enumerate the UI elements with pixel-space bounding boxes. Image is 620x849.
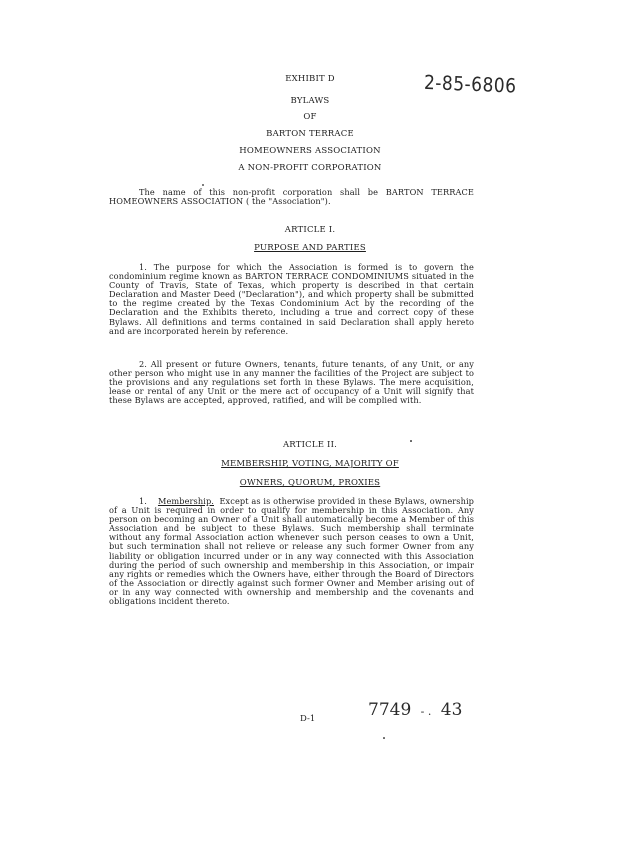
membership-title: Membership. <box>157 496 214 506</box>
page-number-label: D-1 <box>300 714 316 724</box>
exhibit-label: EXHIBIT D <box>285 74 335 84</box>
association-name-line1: BARTON TERRACE <box>266 129 354 139</box>
article-1-paragraph-2 <box>109 360 474 405</box>
corporation-type: A NON-PROFIT CORPORATION <box>238 163 382 173</box>
article-2-subheading-2: OWNERS, QUORUM, PROXIES <box>239 478 381 488</box>
of-label: OF <box>303 112 317 122</box>
bylaws-title: BYLAWS <box>290 96 330 106</box>
membership-body: Except as is otherwise provided in these Bylaws, ownership of a Unit is required in order to qualify for membership in this Association. Any person on becoming an Owner of a Unit shall automatically become a Member of this Association and be subject to these Bylaws. Such membership shall terminate without any formal Association action whenever such person ceases to own a Unit, but such termination shall not relieve or release any such former Owner from any liability or obligation incurred under or in any way connected with this Association during the period of such ownership and membership in this Association, or impair any rights or remedies which the Owners have, either through the Board of Directors of the Association or directly against such former Owner and Member arising out of or in any way connected with ownership and membership and the covenants and obligations incident thereto. <box>109 496 475 607</box>
stamp-separator: - . <box>420 705 432 718</box>
intro-text: The name of this non-profit corporation shall be BARTON TERRACE HOMEOWNERS ASSOCIATION ( the "Association"). <box>109 187 474 207</box>
membership-number: 1. <box>139 496 148 506</box>
scan-speck <box>202 184 204 186</box>
article-2-subheading-1: MEMBERSHIP, VOTING, MAJORITY OF <box>221 459 399 469</box>
page-stamp: 43 <box>440 700 463 720</box>
article-2-heading: ARTICLE II. <box>282 440 338 450</box>
intro-paragraph <box>109 188 474 206</box>
article-1-paragraph-2-text: 2. All present or future Owners, tenants, future tenants, of any Unit, or any other person who might use in any manner the facilities of the Project are subject to the provisions and any regulations set forth in these Bylaws. The mere acquisition, lease or rental of any Unit or the mere act of occupancy of a Unit will signify that these Bylaws are accepted, approved, ratified, and will be complied with. <box>109 359 474 406</box>
article-1-paragraph-1-text: 1. The purpose for which the Association is formed is to govern the condominium regime known as BARTON TERRACE CONDOMINIUMS situated in the County of Travis, State of Texas, which property is described in that certain Declaration and Master Deed ("Declaration"), and which property shall be submitted to the regime created by the Texas Condominium Act by the recording of the Declaration and the Exhibits thereto, including a true and correct copy of these Bylaws. All definitions and terms contained in said Declaration shall apply hereto and are incorporated herein by reference. <box>109 262 474 336</box>
article-1-heading: ARTICLE I. <box>284 225 336 235</box>
handwritten-document-number: 2-85-6806 <box>423 71 517 99</box>
recording-stamp <box>368 700 462 720</box>
article-1-paragraph-1 <box>109 263 474 336</box>
volume-stamp: 7749 <box>368 700 412 720</box>
article-2-paragraph-1-text <box>109 497 474 606</box>
scan-speck <box>410 440 412 442</box>
association-name-line2: HOMEOWNERS ASSOCIATION <box>239 146 381 156</box>
article-2-paragraph-1 <box>109 497 474 606</box>
scan-speck <box>383 737 385 739</box>
article-1-subheading: PURPOSE AND PARTIES <box>254 243 366 253</box>
